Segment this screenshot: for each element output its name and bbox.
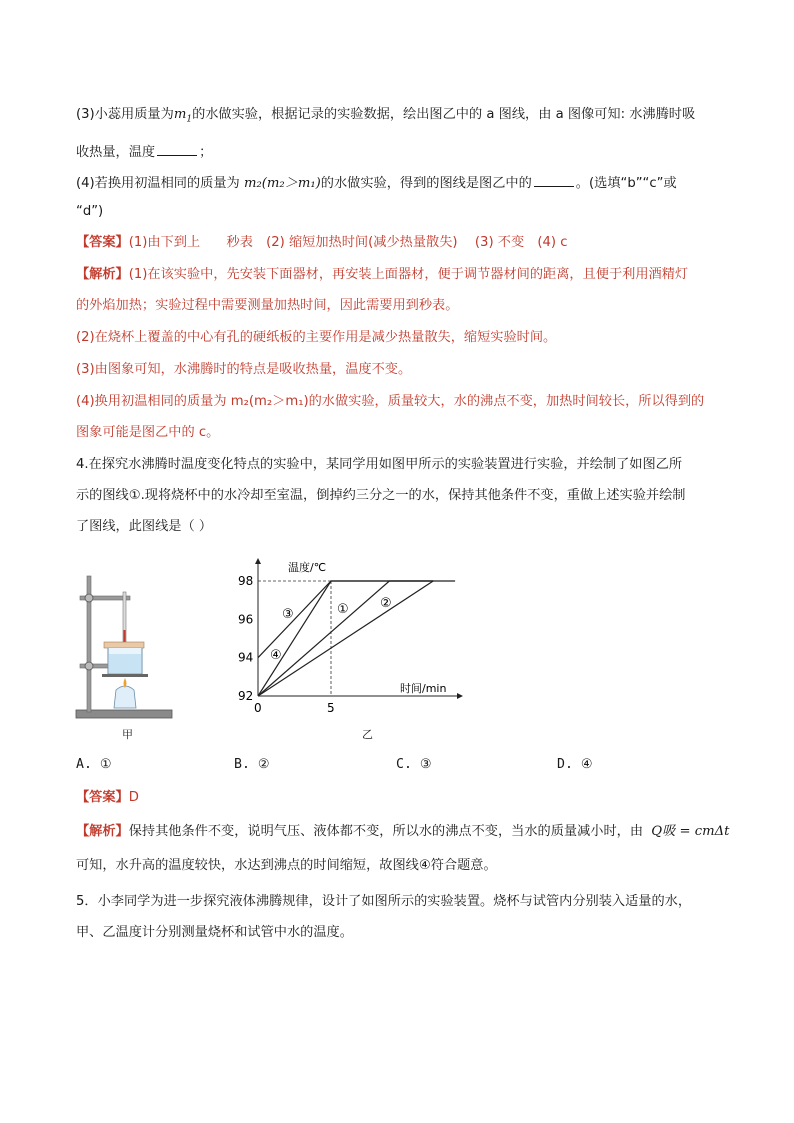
q3-mass-symbol bbox=[173, 107, 193, 125]
series-label: ① bbox=[337, 602, 349, 617]
q3-part3-line1 bbox=[76, 105, 695, 130]
q3-part4-text-c: 。(选填“b”“c”或 bbox=[575, 176, 677, 191]
q5-stem-1: 5．小李同学为进一步探究液体沸腾规律，设计了如图所示的实验装置。烧杯与试管内分别装入适量的水， bbox=[76, 894, 692, 909]
q3-analysis-1a-text: (1)在该实验中，先安装下面器材，再安装上面器材，便于调节器材间的距离，且便于利用酒精灯 bbox=[128, 267, 689, 282]
x-axis-label: 时间/min bbox=[400, 682, 447, 695]
y-tick-label: 98 bbox=[238, 574, 254, 588]
series-label: ② bbox=[380, 596, 392, 611]
fig-right-caption: 乙 bbox=[362, 728, 373, 741]
x-tick-label: 0 bbox=[254, 701, 262, 715]
q3-analysis-tag: 【解析】 bbox=[76, 267, 129, 282]
beaker-water bbox=[109, 654, 141, 673]
q4-analysis-1 bbox=[76, 822, 729, 842]
q3-part3-blank[interactable] bbox=[157, 143, 197, 156]
q3-part4-mass: m₂(m₂＞m₁) bbox=[243, 176, 321, 191]
wire-gauze bbox=[102, 674, 148, 677]
option-c[interactable]: C. ③ bbox=[396, 757, 432, 772]
q3-answer bbox=[76, 233, 567, 253]
y-axis-label: 温度/℃ bbox=[288, 561, 327, 574]
option-a[interactable]: A. ① bbox=[76, 757, 112, 772]
q3-mass-sub: 1 bbox=[186, 114, 193, 125]
q4-analysis-tag: 【解析】 bbox=[76, 824, 129, 839]
option-d[interactable]: D. ④ bbox=[557, 757, 593, 772]
q3-part4-text-a: (4)若换用初温相同的质量为 bbox=[76, 176, 244, 191]
q4-analysis-2: 可知，水升高的温度较快，水达到沸点的时间缩短，故图线④符合题意。 bbox=[76, 858, 497, 873]
series-label: ④ bbox=[270, 648, 282, 663]
lower-ring-knob bbox=[85, 662, 93, 670]
upper-clamp-knob bbox=[85, 594, 93, 602]
y-tick-label: 96 bbox=[238, 612, 254, 627]
y-tick-label: 94 bbox=[238, 650, 254, 665]
q4-analysis-1-text: 保持其他条件不变，说明气压、液体都不变，所以水的沸点不变，当水的质量减小时，由 bbox=[128, 824, 644, 839]
q4-answer bbox=[76, 788, 139, 808]
q4-answer-value: D bbox=[128, 790, 139, 805]
q3-analysis-4a: (4)换用初温相同的质量为 m₂(m₂＞m₁)的水做实验，质量较大，水的沸点不变，加热时间较长，所以得到的 bbox=[76, 394, 705, 409]
temperature-time-chart bbox=[230, 555, 470, 725]
q3-part4-blank[interactable] bbox=[534, 174, 574, 187]
apparatus-figure bbox=[70, 570, 182, 745]
q4-formula: Q吸 = cmΔt bbox=[651, 824, 730, 839]
series-label: ③ bbox=[282, 607, 294, 622]
q4-stem-3: 了图线，此图线是（ ） bbox=[76, 519, 213, 534]
q3-part4-line1 bbox=[76, 174, 677, 194]
q3-part4-text-d: “d”) bbox=[76, 204, 104, 219]
y-tick-label: 92 bbox=[238, 689, 254, 703]
q3-part3-line2 bbox=[76, 143, 212, 163]
q3-part3-text-b: 的水做实验，根据记录的实验数据，绘出图乙中的 a 图线，由 a 图像可知: 水沸腾时吸 bbox=[192, 107, 696, 122]
q3-analysis-4b: 图象可能是图乙中的 c。 bbox=[76, 425, 220, 440]
q3-mass-letter: m bbox=[173, 107, 187, 122]
series-line bbox=[258, 581, 455, 696]
alcohol-lamp bbox=[114, 686, 136, 708]
q3-part3-text-c: 收热量，温度 bbox=[76, 145, 156, 160]
q4-stem-1: 4.在探究水沸腾时温度变化特点的实验中，某同学用如图甲所示的实验装置进行实验，并绘制了如图乙所 bbox=[76, 457, 683, 472]
q3-part3-text-a: (3)小蕊用质量为 bbox=[76, 107, 174, 122]
x-tick-label: 5 bbox=[327, 701, 335, 715]
q4-answer-tag: 【答案】 bbox=[76, 790, 129, 805]
q3-part4-text-b: 的水做实验，得到的图线是图乙中的 bbox=[320, 176, 532, 191]
option-b[interactable]: B. ② bbox=[234, 757, 270, 772]
q3-analysis-1b: 的外焰加热；实验过程中需要测量加热时间，因此需要用到秒表。 bbox=[76, 298, 459, 313]
fig-left-caption: 甲 bbox=[122, 728, 133, 741]
q3-part3-text-d: ； bbox=[199, 145, 213, 160]
q3-analysis-1a bbox=[76, 265, 688, 285]
q3-answer-tag: 【答案】 bbox=[76, 235, 129, 250]
q3-answer-text: (1)由下到上 秒表 (2) 缩短加热时间(减少热量散失) (3) 不变 (4) c bbox=[128, 235, 568, 250]
q3-analysis-2: (2)在烧杯上覆盖的中心有孔的硬纸板的主要作用是减少热量散失，缩短实验时间。 bbox=[76, 330, 557, 345]
q5-stem-2: 甲、乙温度计分别测量烧杯和试管中水的温度。 bbox=[76, 925, 353, 940]
q4-stem-2: 示的图线①.现将烧杯中的水冷却至室温，倒掉约三分之一的水，保持其他条件不变，重做上述实验并绘制 bbox=[76, 488, 686, 503]
q3-analysis-3: (3)由图象可知，水沸腾时的特点是吸收热量，温度不变。 bbox=[76, 362, 412, 377]
cardboard-cover bbox=[104, 642, 144, 648]
q3-part4-line2 bbox=[76, 202, 103, 222]
